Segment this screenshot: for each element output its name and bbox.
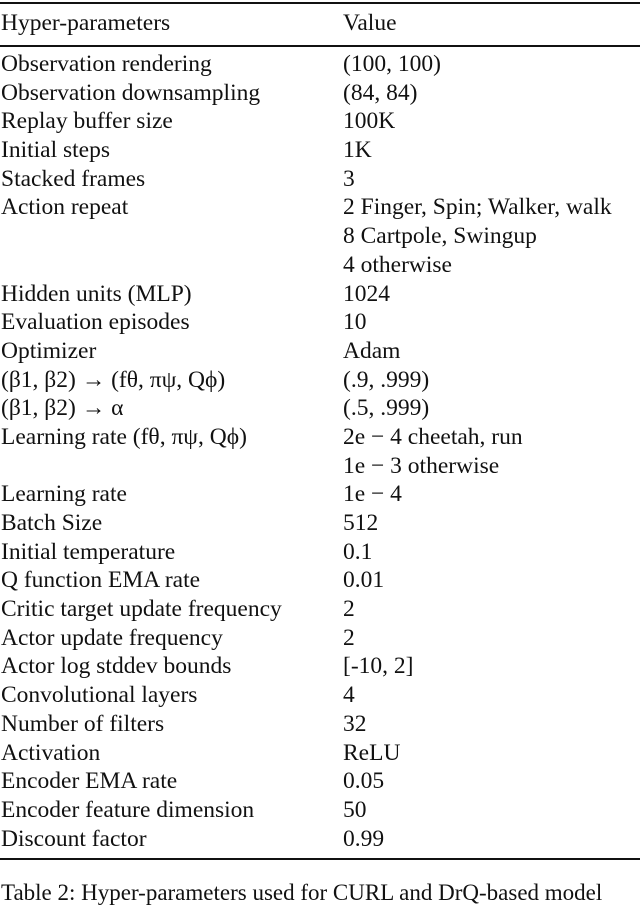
table-row: [0, 624, 640, 653]
param-value: Adam: [343, 337, 401, 364]
param-name: Discount factor: [1, 825, 147, 852]
param-value: (100, 100): [343, 51, 441, 77]
table-bottom-rule: [0, 858, 640, 860]
param-values: [343, 710, 640, 739]
table-header: [0, 7, 640, 39]
param-values: [343, 79, 640, 108]
param-name: Number of filters: [1, 710, 165, 737]
param-value: 10: [343, 309, 367, 336]
table-row: [0, 739, 640, 768]
param-values: [343, 193, 640, 279]
header-hyper-parameters: Hyper-parameters: [1, 10, 171, 36]
param-name: Activation: [1, 739, 101, 766]
table-top-rule: [0, 2, 640, 4]
table-row: [0, 337, 640, 366]
param-name: Encoder feature dimension: [1, 796, 255, 823]
param-name: Actor update frequency: [1, 624, 223, 651]
table-row: [0, 280, 640, 309]
param-values: [343, 308, 640, 337]
table-row: [0, 107, 640, 136]
param-name: Batch Size: [1, 510, 103, 536]
param-value: 3: [343, 165, 355, 192]
param-name: (β1, β2) → (fθ, πψ, Qϕ): [1, 366, 226, 393]
param-values: [343, 423, 640, 480]
param-value: 1e − 4: [343, 481, 402, 508]
table-row: [0, 193, 640, 279]
param-value: 0.05: [343, 768, 385, 795]
param-name: Convolutional layers: [1, 682, 198, 709]
param-value: 0.99: [343, 825, 385, 852]
param-values: [343, 624, 640, 653]
param-values: [343, 595, 640, 624]
param-values: [343, 50, 640, 79]
param-values: [343, 480, 640, 509]
param-value: [-10, 2]: [343, 653, 414, 680]
table-row: [0, 50, 640, 79]
param-name: Critic target update frequency: [1, 596, 282, 623]
header-value: Value: [343, 10, 397, 36]
table-row: [0, 394, 640, 423]
table-row: [0, 165, 640, 194]
param-values: [343, 394, 640, 423]
param-name: Replay buffer size: [1, 108, 173, 135]
table-row: [0, 825, 640, 854]
param-values: [343, 538, 640, 567]
param-name: (β1, β2) → α: [1, 395, 124, 422]
param-name: Encoder EMA rate: [1, 768, 178, 795]
param-value: ReLU: [343, 739, 401, 766]
param-value: 2 Finger, Spin; Walker, walk: [343, 194, 612, 221]
table-row: [0, 308, 640, 337]
table-row: [0, 136, 640, 165]
param-value: 8 Cartpole, Swingup: [343, 223, 537, 250]
param-value: 50: [343, 796, 367, 823]
table-row: [0, 710, 640, 739]
table-row: [0, 652, 640, 681]
param-name: Initial steps: [1, 137, 110, 164]
param-value: 100K: [343, 108, 396, 135]
param-values: [343, 337, 640, 366]
param-name: Observation rendering: [1, 51, 212, 77]
param-name: Evaluation episodes: [1, 309, 190, 336]
param-name: Initial temperature: [1, 538, 176, 565]
table-row: [0, 595, 640, 624]
table-row: [0, 538, 640, 567]
param-values: [343, 767, 640, 796]
param-name: Learning rate: [1, 481, 127, 508]
param-value: 1e − 3 otherwise: [343, 452, 500, 479]
param-value: 32: [343, 710, 367, 737]
param-values: [343, 366, 640, 395]
param-value: (.9, .999): [343, 366, 430, 393]
param-values: [343, 681, 640, 710]
table-row: [0, 796, 640, 825]
param-value: 0.1: [343, 538, 373, 565]
table-row: [0, 79, 640, 108]
param-value: 2: [343, 624, 355, 651]
param-name: Observation downsampling: [1, 79, 261, 106]
param-values: [343, 796, 640, 825]
param-name: Hidden units (MLP): [1, 280, 192, 307]
param-value: 0.01: [343, 567, 385, 594]
param-name: Learning rate (fθ, πψ, Qϕ): [1, 423, 247, 450]
table-row: [0, 566, 640, 595]
table-header-rule: [0, 45, 640, 47]
param-value: (84, 84): [343, 79, 418, 106]
param-values: [343, 652, 640, 681]
param-values: [343, 825, 640, 854]
param-value: 4: [343, 682, 355, 709]
param-value: 1024: [343, 280, 390, 307]
param-values: [343, 739, 640, 768]
param-name: Actor log stddev bounds: [1, 653, 232, 680]
param-name: Q function EMA rate: [1, 567, 201, 594]
param-name: Action repeat: [1, 194, 129, 221]
param-value: 2: [343, 596, 355, 623]
param-values: [343, 165, 640, 194]
param-values: [343, 107, 640, 136]
param-values: [343, 566, 640, 595]
table-row: [0, 366, 640, 395]
param-values: [343, 136, 640, 165]
param-values: [343, 280, 640, 309]
table-row: [0, 681, 640, 710]
table-row: [0, 767, 640, 796]
param-name: Stacked frames: [1, 165, 146, 192]
table-row: [0, 480, 640, 509]
param-values: [343, 509, 640, 538]
param-name: Optimizer: [1, 337, 97, 364]
param-value: 4 otherwise: [343, 251, 452, 278]
param-value: 2e − 4 cheetah, run: [343, 423, 523, 450]
table-row: [0, 423, 640, 480]
param-value: 512: [343, 510, 379, 536]
table-row: [0, 509, 640, 538]
param-value: 1K: [343, 137, 372, 164]
param-value: (.5, .999): [343, 395, 430, 422]
table-caption: Table 2: Hyper-parameters used for CURL and DrQ-based model: [1, 880, 603, 905]
table-body: [0, 50, 640, 853]
